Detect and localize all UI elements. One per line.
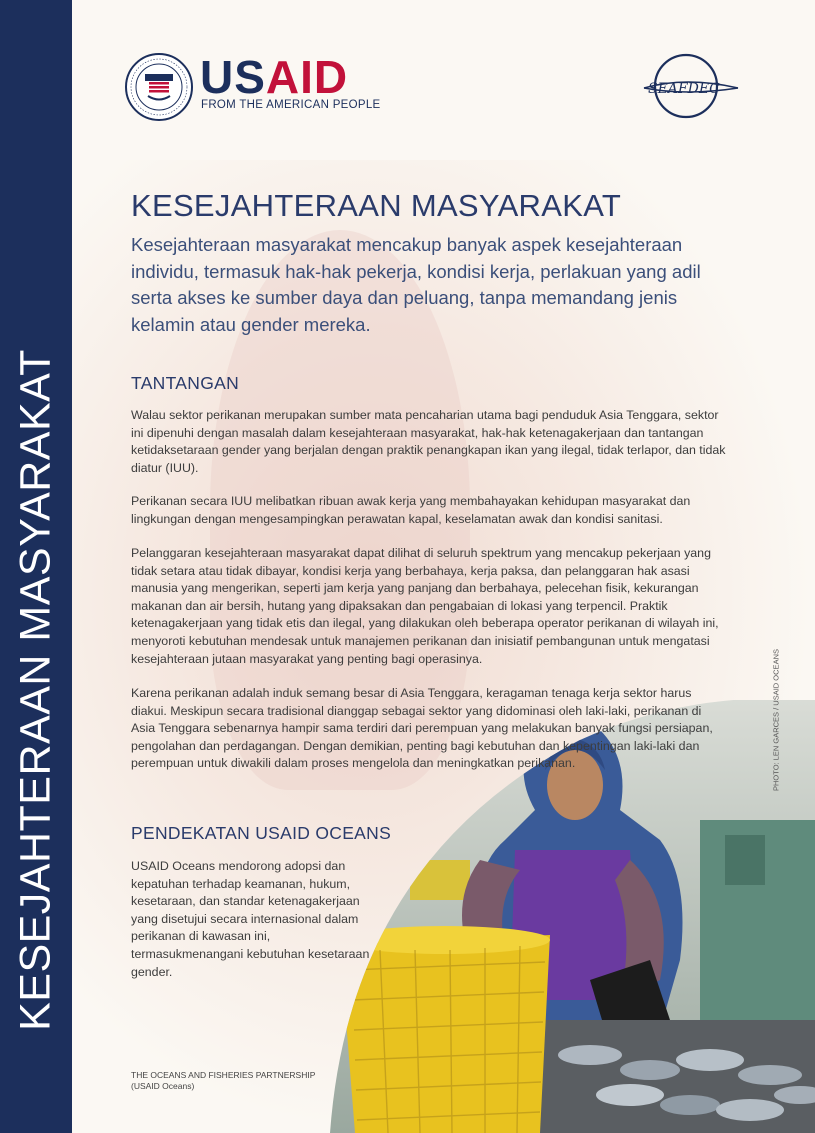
photo-credit: PHOTO: LEN GARCES / USAID OCEANS: [771, 649, 781, 791]
pendekatan-heading: PENDEKATAN USAID OCEANS: [131, 823, 392, 843]
tantangan-paragraph-2: Perikanan secara IUU melibatkan ribuan awak kerja yang membahayakan kehidupan masyarakat dan lingkungan dengan mengesampingkan perawatan kapal, keselamatan awak dan kondisi sanitasi.: [131, 494, 691, 526]
seafdec-logo-icon: [640, 50, 740, 122]
usaid-us-text: US: [200, 51, 266, 103]
usaid-aid-text: AID: [265, 51, 349, 103]
tantangan-paragraph-3: Pelanggaran kesejahteraan masyarakat dapat dilihat di seluruh spektrum yang mencakup pekerjaan yang tidak setara atau tidak dibayar, kondisi kerja yang berbahaya, kerja paksa, dan pelanggaran hak asasi manusia yang mengerikan, seperti jam kerja yang panjang dan berbahaya, pelecehan fisik, kekurangan makanan dan air bersih, hutang yang dipaksakan dan pengabaian di lokasi yang terpencil. Praktik ketenagakerjaan yang tidak etis dan ilegal, yang dilakukan oleh beberapa operator perikanan di wilayah ini, menyoroti kebutuhan mendesak untuk manajemen perikanan dan inisiatif pembangunan untuk mengatasi kesejahteraan jutaan masyarakat yang penting bagi operasinya.: [131, 546, 719, 666]
footer: [131, 1070, 315, 1092]
footer-line-1: THE OCEANS AND FISHERIES PARTNERSHIP: [131, 1070, 316, 1080]
tantangan-heading: TANTANGAN: [131, 373, 240, 393]
intro-paragraph: Kesejahteraan masyarakat mencakup banyak aspek kesejahteraan individu, termasuk hak-hak pekerja, kondisi kerja, perlakuan yang adil serta akses ke sumber daya dan peluang, tanpa memandang jenis kelamin atau gender mereka.: [131, 234, 701, 335]
usaid-wordmark: [200, 51, 349, 103]
usaid-seal-icon: [124, 52, 194, 122]
footer-line-2: (USAID Oceans): [131, 1081, 195, 1091]
tantangan-paragraph-4: Karena perikanan adalah induk semang besar di Asia Tenggara, keragaman tenaga kerja sektor harus diakui. Meskipun secara tradisional dianggap sebagai sektor yang didominasi oleh laki-laki, perikanan di Asia Tenggara sebenarnya hampir sama terdiri dari perempuan yang melakukan banyak fungsi persiapan, pengolahan dan perdagangan. Dengan demikian, penting bagi kebutuhan dan kepentingan laki-laki dan perempuan untuk diwakili dalam proses mengelola dan meningkatkan perikanan.: [131, 686, 713, 771]
sidebar-band: [0, 0, 72, 1133]
page-title: KESEJAHTERAAN MASYARAKAT: [131, 188, 622, 223]
usaid-tagline: FROM THE AMERICAN PEOPLE: [201, 99, 381, 111]
sidebar-title: KESEJAHTERAAN MASYARAKAT: [11, 349, 60, 1031]
svg-text:SEAFDEC: SEAFDEC: [648, 81, 720, 97]
tantangan-paragraph-1: Walau sektor perikanan merupakan sumber mata pencaharian utama bagi penduduk Asia Tenggara, sektor ini dipenuhi dengan masalah dalam kesejahteraan masyarakat, hak-hak ketenagakerjaan dan tantangan ketidaksetaraan gender yang berjalan dengan praktik penangkapan ikan yang ilegal, tidak terlapor, dan tidak diatur (IUU).: [131, 408, 726, 475]
pendekatan-paragraph: USAID Oceans mendorong adopsi dan kepatuhan terhadap keamanan, hukum, kesetaraan, dan standar ketenagakerjaan yang disetujui secara internasional dalam perikanan di kawasan ini, termasukmenangani kebutuhan kesetaraan gender.: [131, 859, 370, 979]
